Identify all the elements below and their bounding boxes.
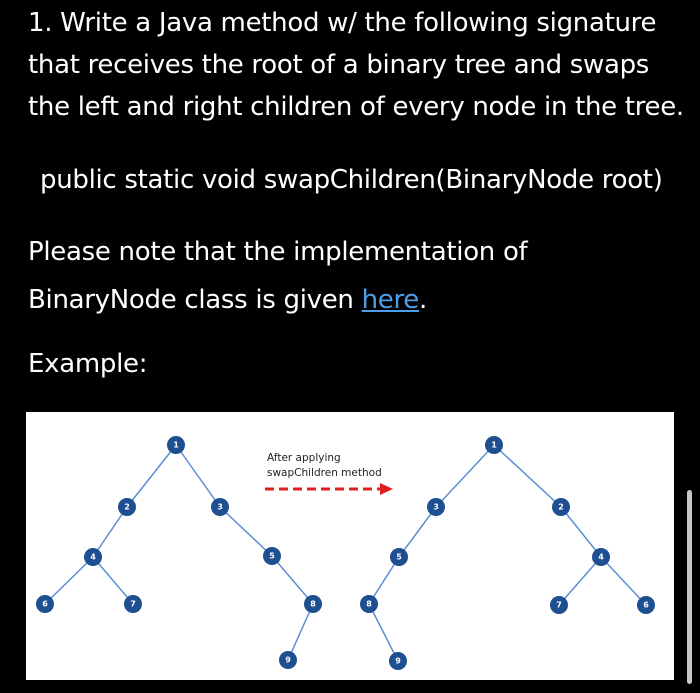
node-label: 1 — [173, 440, 179, 450]
node-label: 4 — [90, 552, 96, 562]
node-label: 3 — [433, 502, 439, 512]
dashed-arrow-icon — [265, 483, 393, 495]
node-label: 5 — [269, 551, 275, 561]
method-signature: public static void swapChildren(BinaryNode root) — [40, 165, 663, 195]
node-label: 2 — [124, 502, 130, 512]
node-label: 3 — [217, 502, 223, 512]
note-text-after: . — [418, 285, 427, 315]
here-link[interactable]: here — [361, 285, 419, 315]
example-figure — [26, 412, 674, 680]
node-label: 8 — [366, 599, 372, 609]
node-label: 6 — [643, 600, 649, 610]
node-label: 5 — [396, 552, 402, 562]
note-text — [28, 228, 668, 324]
node-label: 7 — [130, 599, 136, 609]
node-label: 7 — [556, 600, 562, 610]
node-label: 8 — [310, 599, 316, 609]
node-label: 4 — [598, 552, 604, 562]
question-text: 1. Write a Java method w/ the following signature that receives the root of a binary tree and swaps the left and right children of every node in the tree. — [28, 8, 684, 122]
node-label: 2 — [558, 502, 564, 512]
note-text-before: Please note that the implementation of BinaryNode class is given — [28, 237, 528, 315]
node-label: 6 — [42, 599, 48, 609]
tree-diagram — [26, 412, 674, 680]
node-label: 9 — [395, 656, 401, 666]
figure-caption-line2: swapChildren method — [267, 467, 382, 479]
node-label: 9 — [285, 655, 291, 665]
scrollbar[interactable] — [687, 490, 692, 684]
example-label: Example: — [28, 349, 148, 379]
node-label: 1 — [491, 440, 497, 450]
figure-caption-line1: After applying — [267, 452, 341, 464]
